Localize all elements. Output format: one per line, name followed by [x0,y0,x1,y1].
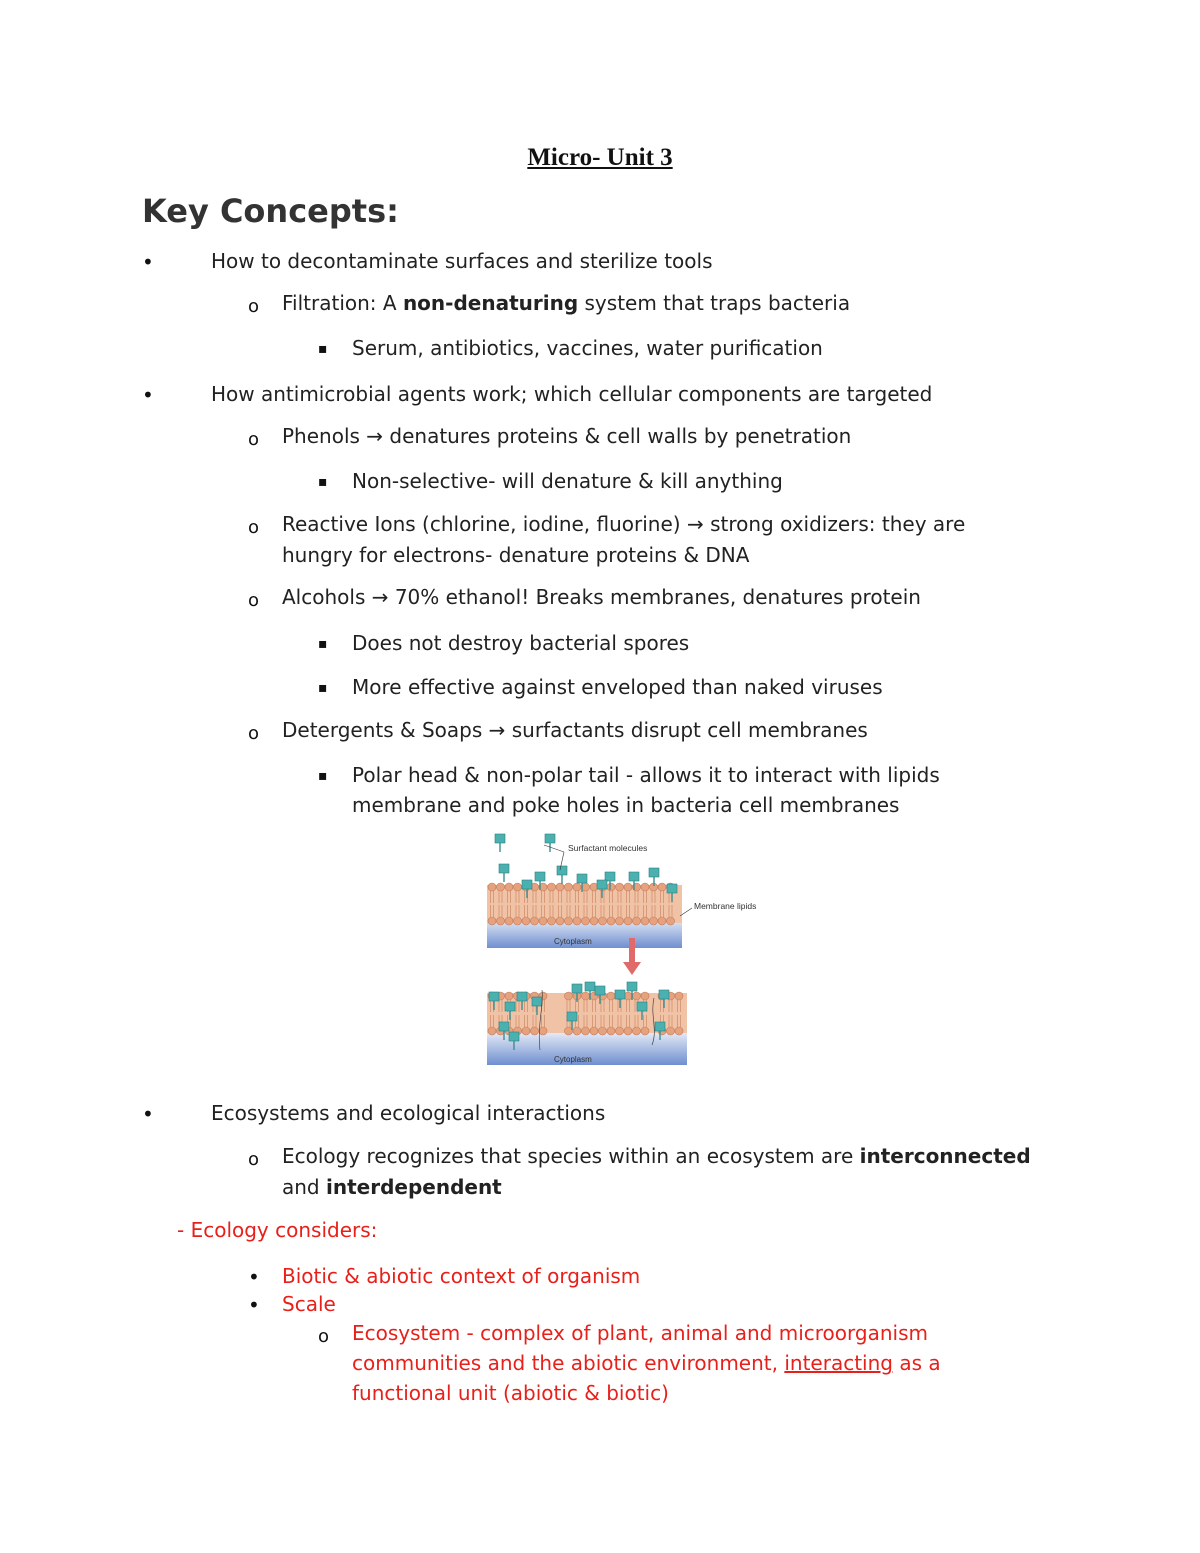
transition-arrow-shaft [629,938,635,963]
surfactant-membrane-diagram [482,830,782,1075]
scale-item: Scale [282,1292,336,1316]
biotic-item: Biotic & abiotic context of organism [282,1264,641,1288]
phenols-line: Phenols → denatures proteins & cell walls by penetration [282,424,852,448]
bullet-square: ▪ [318,341,328,357]
bullet-circle: o [248,1149,260,1170]
ions-line-1: Reactive Ions (chlorine, iodine, fluorine) → strong oxidizers: they are [282,512,966,536]
bullet-circle: o [248,723,260,744]
detergents-sub-1: Polar head & non-polar tail - allows it to interact with lipids [352,763,940,787]
bullet-disc: • [142,383,154,407]
surfactant-molecule [495,834,505,852]
alcohols-sub-2: More effective against enveloped than naked viruses [352,675,883,699]
surfactant-molecule [499,864,509,882]
surfactant-label: Surfactant molecules [568,843,648,853]
filtration-sub: Serum, antibiotics, vaccines, water purification [352,336,823,360]
bullet-disc: • [248,1293,260,1317]
bullet-disc: • [248,1265,260,1289]
antimicrobial-text: How antimicrobial agents work; which cellular components are targeted [211,382,933,406]
bullet-circle: o [248,296,260,317]
bullet-disc: • [142,1102,154,1126]
ecosystem-def-1: Ecosystem - complex of plant, animal and microorganism [352,1321,928,1345]
key-concepts-heading: Key Concepts: [142,192,399,230]
surfactant-molecule [557,866,567,884]
surfactant-molecule [545,834,555,852]
phenols-sub: Non-selective- will denature & kill anything [352,469,783,493]
ecology-considers-heading: - Ecology considers: [177,1218,378,1242]
surfactant-molecule [649,868,659,886]
page-title: Micro- Unit 3 [527,144,673,171]
bullet-circle: o [248,517,260,538]
bullet-square: ▪ [318,768,328,784]
alcohols-sub-1: Does not destroy bacterial spores [352,631,690,655]
ions-line-2: hungry for electrons- denature proteins & DNA [282,543,750,567]
bullet-circle: o [248,590,260,611]
surfactant-pointer [544,845,564,852]
alcohols-line: Alcohols → 70% ethanol! Breaks membranes, denatures protein [282,585,921,609]
ecology-line-2: and interdependent [282,1175,502,1199]
bullet-disc: • [142,250,154,274]
interacting-link: interacting [784,1351,893,1375]
bullet-square: ▪ [318,636,328,652]
detergents-sub-2: membrane and poke holes in bacteria cell membranes [352,793,900,817]
membrane-lipids-label: Membrane lipids [694,901,757,911]
bullet-square: ▪ [318,680,328,696]
bullet-circle: o [318,1326,330,1347]
cytoplasm-label-bottom: Cytoplasm [554,1055,592,1064]
cytoplasm-label-top: Cytoplasm [554,937,592,946]
detergents-line: Detergents & Soaps → surfactants disrupt cell membranes [282,718,868,742]
ecosystems-text: Ecosystems and ecological interactions [211,1101,606,1125]
bullet-square: ▪ [318,474,328,490]
decon-text: How to decontaminate surfaces and sterilize tools [211,249,713,273]
ecology-line-1: Ecology recognizes that species within an ecosystem are interconnected [282,1144,1031,1168]
transition-arrow-head [623,962,641,975]
ecosystem-def-2: communities and the abiotic environment, interacting as a [352,1351,941,1375]
bullet-circle: o [248,429,260,450]
filtration-line: Filtration: A non-denaturing system that traps bacteria [282,291,851,315]
ecosystem-def-3: functional unit (abiotic & biotic) [352,1381,669,1405]
